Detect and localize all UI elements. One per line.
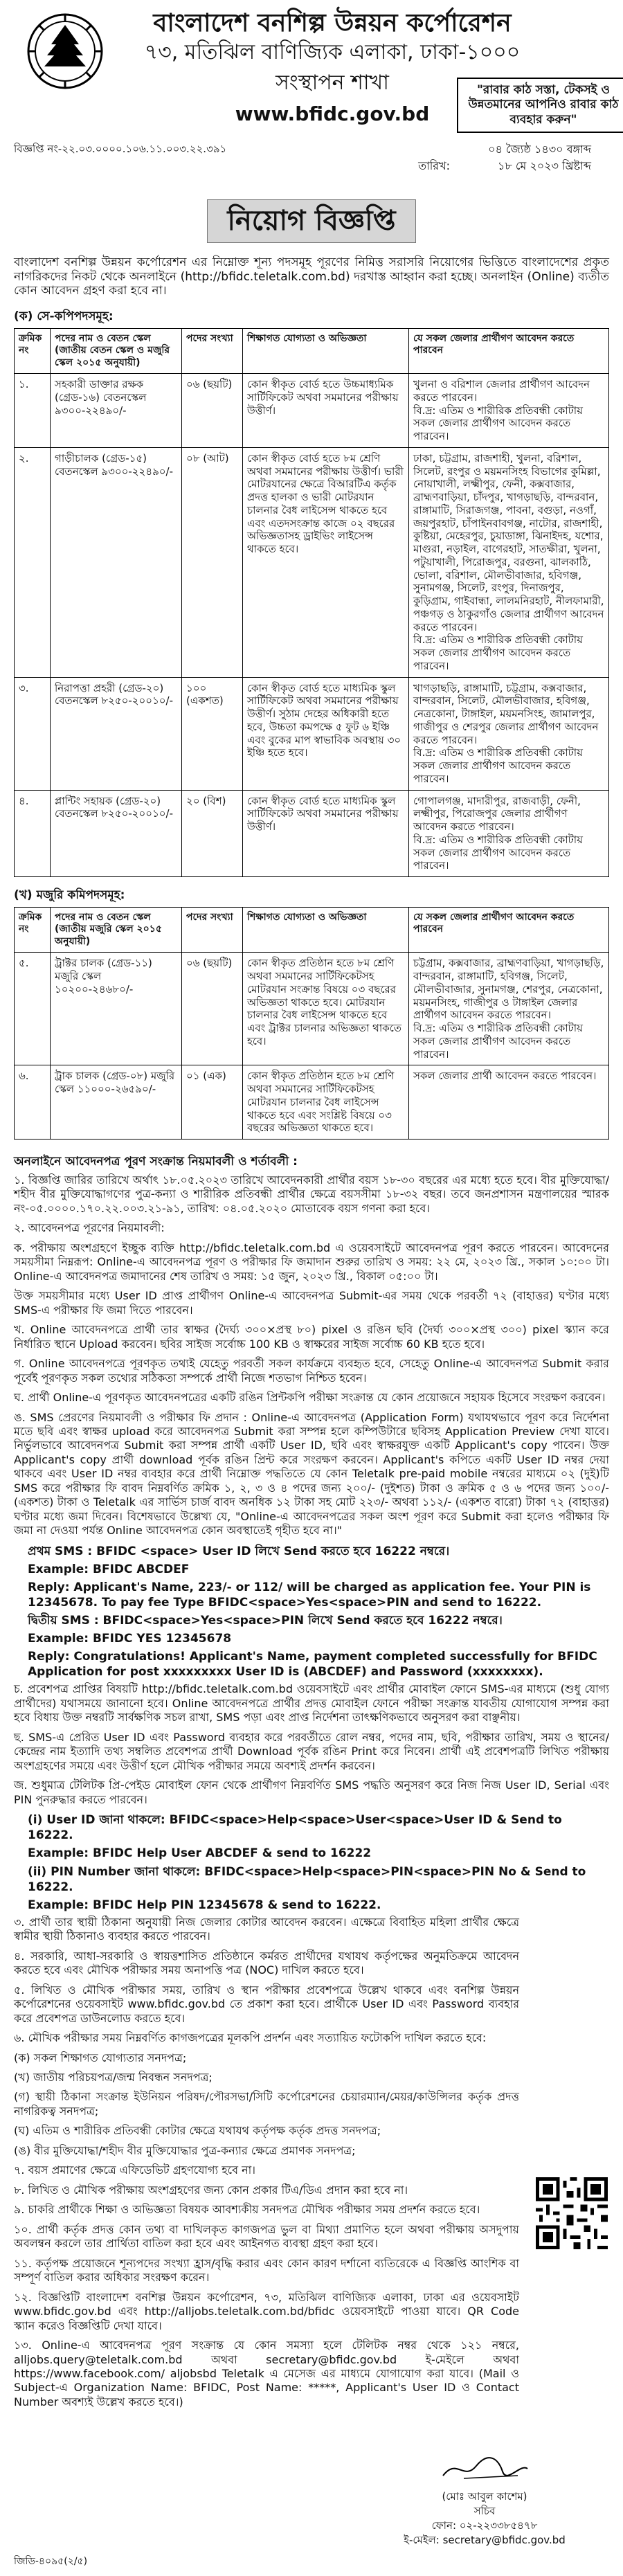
signature-block: [374, 2451, 595, 2548]
sms-instruction: দ্বিতীয় SMS : BFIDC<space>Yes<space>PIN লিখে Send করতে হবে 16222 নম্বরে।: [28, 1614, 503, 1628]
column-header: পদের নাম ও বেতন স্কেল (জাতীয় বেতন স্কেল ও মজুরি স্কেল ২০১৫ অনুযায়ী): [51, 328, 182, 374]
recovery-instruction: (i) User ID জানা থাকলে: BFIDC<space>Help<space>User<space>User ID & Send to 16222.: [28, 1813, 562, 1843]
signatory-email[interactable]: ই-মেইল: secretary@bfidc.gov.bd: [404, 2534, 566, 2546]
website-url[interactable]: www.bfidc.gov.bd: [235, 102, 430, 125]
section-kha-heading: (খ) মজুরি কমিপদসমূহ:: [14, 888, 125, 903]
recovery-instruction: Example: BFIDC Help PIN 12345678 & send to 16222.: [28, 1898, 381, 1912]
rule-item: ১৩. Online-এ আবেদনপত্র পূরণ সংক্রান্ত যে কোন সমস্যা হলে টেলিটক নম্বর থেকে ১২১ নম্বরে, alljobs.query@teletalk.com.bd অথবা secretary@bfidc.gov.bd ই-মেইলে অথবা https://www.facebook.com/ aljobsbd Teletalk এ মেসেজ এর মাধ্যমে যোগাযোগ করা যাবে। (Mail ও Subject-এ Organization Name: BFIDC, Post Name: *****, Applicant's User ID ও Contact Number অবশ্যই উল্লেখ করতে হবে।): [14, 2339, 519, 2408]
table-row: [15, 677, 609, 790]
table-cell-dist: সকল জেলার প্রার্থী আবেদন করতে পারবেন।: [409, 1065, 609, 1140]
signature-icon: [436, 2451, 533, 2485]
qr-code-icon[interactable]: [536, 2177, 608, 2249]
table-cell-qual: কোন স্বীকৃত বোর্ড হতে ৮ম শ্রেণি অথবা সমমানের পরীক্ষায় উত্তীর্ণ। ভারী মোটরযানের ক্ষেত্রে বিআরটিএ কর্তৃক প্রদত্ত হালকা ও ভারী মোটরযান চালনার বৈধ লাইসেন্স থাকতে হবে এবং এতদসংক্রান্ত কাজে ০২ বছরের অভিজ্ঞতাসহ ড্রাইভিং লাইসেন্স থাকতে হবে।: [243, 447, 409, 677]
memo-number: বিজ্ঞপ্তি নং-২২.০৩.০০০০.১০৬.১১.০০৩.২২.৩৯১: [14, 143, 227, 155]
table-cell-no: ৫.: [15, 953, 51, 1065]
column-header: ক্রমিক নং: [15, 328, 51, 374]
column-header: পদের সংখ্যা: [182, 328, 243, 374]
signatory-phone: ফোন: ০২-২২৩৩৮৫৪৭৮: [431, 2519, 538, 2532]
memo-row: [14, 143, 609, 179]
table-cell-no: ১.: [15, 374, 51, 448]
table-cell-no: ৩.: [15, 677, 51, 790]
table-cell-dist: চট্টগ্রাম, কক্সবাজার, ব্রাহ্মণবাড়িয়া, খাগড়াছড়ি, বান্দরবান, রাঙ্গামাটি, হবিগঞ্জ, সিলেট, মৌলভীবাজার, সুনামগঞ্জ, শেরপুর, নেত্রকোনা, ময়মনসিংহ, গাজীপুর ও টাঙ্গাইল জেলার প্রার্থীগণ আবেদন করতে পারবেন। বি.দ্র: এতিম ও শারীরিক প্রতিবন্ধী কোটায় সকল জেলার প্রার্থীগণ আবেদন করতে পারবেন।: [409, 953, 609, 1065]
table-cell-post: সহকারী ডাক্তার রক্ষক (গ্রেড-১৬) বেতনস্কেল ৯৩০০-২২৪৯০/-: [51, 374, 182, 448]
recovery-instruction: Example: BFIDC Help User ABCDEF & send to 16222: [28, 1846, 372, 1861]
intro-paragraph: বাংলাদেশ বনশিল্প উন্নয়ন কর্পোরেশন এর নিম্নোক্ত শূন্য পদসমূহ পূরণের নিমিত্ত সরাসরি নিয়োগের ভিত্তিতে বাংলাদেশের প্রকৃত নাগরিকদের নিকট থেকে অনলাইনে (http://bfidc.teletalk.com.bd) দরখাস্ত আহ্বান করা হচ্ছে। অনলাইন (Online) ব্যতীত কোন আবেদন গ্রহণ করা হবে না।: [14, 255, 609, 298]
table-cell-post: ট্রাক্টর চালক (গ্রেড-১১) মজুরি স্কেল ১০২০০-২৪৬৮০/-: [51, 953, 182, 1065]
table-cell-no: ২.: [15, 447, 51, 677]
rule-item: ১১. কর্তৃপক্ষ প্রয়োজনে শূন্যপদের সংখ্যা হ্রাস/বৃদ্ধি করার এবং কোন কারণ দর্শানো ব্যতিরেকে এ বিজ্ঞপ্তি আংশিক বা সম্পূর্ণ বাতিল করার অধিকার সংরক্ষণ করেন।: [14, 2256, 519, 2285]
rule-item: ঙ. SMS প্রেরণের নিয়মাবলী ও পরীক্ষার ফি প্রদান : Online-এ আবেদনপত্র (Application Form) যথাযথভাবে পূরণ করে নির্দেশনা মতে ছবি এবং স্বাক্ষর upload করে আবেদনপত্র Submit করা সম্পন্ন হলে কম্পিউটারে ছবিসহ Application Preview দেখা যাবে। নির্ভুলভাবে আবেদনপত্র Submit করা সম্পন্ন প্রার্থী একটি User ID, ছবি এবং স্বাক্ষরযুক্ত একটি Applicant's copy পাবেন। উক্ত Applicant's copy প্রার্থী download পূর্বক রঙিন প্রিন্ট করে সংরক্ষণ করবেন। Applicant's কপিতে একটি User ID নম্বর দেয়া থাকবে এবং User ID নম্বর ব্যবহার করে প্রার্থী নিম্নোক্ত পদ্ধতিতে যে কোন Teletalk pre-paid mobile নম্বরের মাধ্যমে ০২ (দুই)টি SMS করে পরীক্ষার ফি বাবদ নিম্নবর্ণিত ক্রমিক ১, ২, ৩ ও ৪ পদের জন্য ২০০/- (দুইশত) টাকা ও ক্রমিক ৫ ও ৬ পদের জন্য ১০০/- (একশত) টাকা ও Teletalk এর সার্ভিস চার্জ বাবদ অনধিক ১২ টাকা সহ মোট ২২৩/- অথবা ১১২/- (একশত বারো) টাকা ৭২ (বাহাত্তর) ঘণ্টার মধ্যে জমা দিবেন। বিশেষভাবে উল্লেখ্য যে, "Online-এ আবেদনপত্রের সকল অংশ পূরণ করে Submit করা হলেও পরীক্ষার ফি জমা না দেওয়া পর্যন্ত Online আবেদনপত্র কোন অবস্থাতেই গৃহীত হবে না।": [14, 1410, 609, 1538]
table-cell-count: ১০০ (একশত): [182, 677, 243, 790]
table-row: [15, 953, 609, 1065]
rule-item: (গ) স্থায়ী ঠিকানা সংক্রান্ত ইউনিয়ন পরিষদ/পৌরসভা/সিটি কর্পোরেশনের চেয়ারম্যান/মেয়র/কাউন্সিলর কর্তৃক প্রদত্ত নাগরিকত্ব সনদপত্র;: [14, 2090, 519, 2118]
table-cell-post: ট্রাক চালক (গ্রেড-০৮) মজুরি স্কেল ১১০০০-২৬৫৯০/-: [51, 1065, 182, 1140]
table-cell-qual: কোন স্বীকৃত বোর্ড হতে মাধ্যমিক স্কুল সার্টিফিকেট অথবা সমমানের পরীক্ষায় উত্তীর্ণ। সুঠাম দেহের অধিকারী হতে হবে, উচ্চতা কমপক্ষে ৫ ফুট ৬ ইঞ্চি এবং বুকের মাপ স্বাভাবিক অবস্থায় ৩০ ইঞ্চি হতে হবে।: [243, 677, 409, 790]
notice-title: নিয়োগ বিজ্ঞপ্তি: [207, 199, 416, 243]
rule-item: ৪. সরকারি, আধা-সরকারি ও স্বায়ত্তশাসিত প্রতিষ্ঠানে কর্মরত প্রার্থীদের যথাযথ কর্তৃপক্ষের অনুমতিক্রমে আবেদন করতে হবে এবং মৌখিক পরীক্ষার সময় অনাপত্তি পত্র (NOC) দাখিল করতে হবে।: [14, 1949, 519, 1977]
column-header: শিক্ষাগত যোগ্যতা ও অভিজ্ঞতা: [243, 907, 409, 953]
footer-code: জিডি-৪০৯৫(২/৫): [14, 2556, 88, 2567]
column-header: যে সকল জেলার প্রার্থীগণ আবেদন করতে পারবেন: [409, 328, 609, 374]
table-cell-no: ৬.: [15, 1065, 51, 1140]
rule-item: ১. বিজ্ঞপ্তি জারির তারিখে অর্থাৎ ১৮.০৫.২০২৩ তারিখে আবেদনকারী প্রার্থীর বয়স ১৮-৩০ বছরের এর মধ্যে হতে হবে। বীর মুক্তিযোদ্ধা/শহীদ বীর মুক্তিযোদ্ধাগণের পুত্র-কন্যা ও শারীরিক প্রতিবন্ধী প্রার্থীর ক্ষেত্রে বয়সসীমা ১৮-৩২ বছর। তবে জনপ্রশাসন মন্ত্রণালয়ের স্মারক নং-০৫.০০০০.১৭০.২২.০০৩.২১-৯১, তারিখ: ০৪.০৫.২০২০ মোতাবেক বয়স গণনা করা হবে।: [14, 1173, 609, 1215]
rule-item: খ. Online আবেদনপত্রে প্রার্থী তার স্বাক্ষর (দৈর্ঘ্য ৩০০×প্রস্থ ৮০) pixel ও রঙিন ছবি (দৈর্ঘ্য ৩০০×প্রস্থ ৩০০) pixel স্ক্যান করে নির্ধারিত স্থানে Upload করবেন। ছবির সাইজ সর্বোচ্চ 100 KB ও স্বাক্ষরের সাইজ সর্বোচ্চ 60 KB হতে হবে।: [14, 1323, 609, 1351]
date-english: ১৮ মে ২০২৩ খ্রিষ্টাব্দ: [498, 159, 591, 172]
table-row: [15, 447, 609, 677]
signatory-name: (মোঃ আবুল কাশেম): [442, 2490, 527, 2503]
posts-table-b: [14, 907, 609, 1140]
sms-instruction: Example: BFIDC ABCDEF: [28, 1562, 190, 1576]
rule-item: (ঙ) বীর মুক্তিযোদ্ধা/শহীদ বীর মুক্তিযোদ্ধার পুত্র-কন্যার ক্ষেত্রে প্রমাণক সনদপত্র;: [14, 2143, 356, 2157]
table-cell-count: ০৬ (ছয়টি): [182, 374, 243, 448]
rule-item: উক্ত সময়সীমার মধ্যে User ID প্রাপ্ত প্রার্থীগণ Online-এ আবেদনপত্র Submit-এর সময় থেকে পরবর্তী ৭২ (বাহাত্তর) ঘণ্টার মধ্যে SMS-এ পরীক্ষার ফি জমা দিতে পারবেন।: [14, 1289, 609, 1317]
table-cell-dist: ঢাকা, চট্টগ্রাম, রাজশাহী, খুলনা, বরিশাল, সিলেট, রংপুর ও ময়মনসিংহ বিভাগের কুমিল্লা, নোয়াখালী, লক্ষ্মীপুর, ফেনী, কক্সবাজার, ব্রাহ্মণবাড়িয়া, চাঁদপুর, খাগড়াছড়ি, বান্দরবান, রাঙ্গামাটি, সিরাজগঞ্জ, পাবনা, বগুড়া, নওগাঁ, জয়পুরহাট, চাঁপাইনবাবগঞ্জ, নাটোর, রাজশাহী, কুষ্টিয়া, মেহেরপুর, চুয়াডাঙ্গা, ঝিনাইদহ, যশোর, মাগুরা, নড়াইল, বাগেরহাট, সাতক্ষীরা, খুলনা, পটুয়াখালী, পিরোজপুর, বরগুনা, ঝালকাঠি, ভোলা, বরিশাল, মৌলভীবাজার, হবিগঞ্জ, সুনামগঞ্জ, সিলেট, রংপুর, দিনাজপুর, কুড়িগ্রাম, গাইবান্ধা, লালমনিরহাট, নীলফামারী, পঞ্চগড় ও ঠাকুরগাঁও জেলার প্রার্থীগণ আবেদন করতে পারবেন। বি.দ্র: এতিম ও শারীরিক প্রতিবন্ধী কোটায় সকল জেলার প্রার্থীগণ আবেদন করতে পারবেন।: [409, 447, 609, 677]
org-address: ৭৩, মতিঝিল বাণিজ্যিক এলাকা, ঢাকা-১০০০: [144, 40, 521, 64]
rule-item: ১০. প্রার্থী কর্তৃক প্রদত্ত কোন তথ্য বা দাখিলকৃত কাগজপত্র ভুল বা মিথ্যা প্রমাণিত হলে অথবা পরীক্ষায় অসদুপায় অবলম্বন করলে তার প্রার্থিতা বাতিল করা হবে এবং আইনগত ব্যবস্থা গ্রহণ করা হবে।: [14, 2222, 519, 2251]
table-cell-qual: কোন স্বীকৃত প্রতিষ্ঠান হতে ৮ম শ্রেণি অথবা সমমানের সার্টিফিকেটসহ মোটরযান চালনার বৈধ লাইসেন্স থাকতে হবে এবং সংশ্লিষ্ট বিষয়ে ০৩ বছরের অভিজ্ঞতা থাকতে হবে।: [243, 1065, 409, 1140]
rule-item: ২. আবেদনপত্র পূরণের নিয়মাবলী:: [14, 1221, 165, 1235]
org-name: বাংলাদেশ বনশিল্প উন্নয়ন কর্পোরেশন: [153, 9, 512, 37]
rule-item: জ. শুধুমাত্র টেলিটক প্রি-পেইড মোবাইল ফোন থেকে প্রার্থীগণ নিম্নবর্ণিত SMS পদ্ধতি অনুসরণ করে নিজ নিজ User ID, Serial এবং PIN পুনরুদ্ধার করতে পারবেন।: [14, 1778, 609, 1806]
header: [14, 8, 619, 140]
table-cell-count: ০৬ (ছয়টি): [182, 953, 243, 1065]
column-header: শিক্ষাগত যোগ্যতা ও অভিজ্ঞতা: [243, 328, 409, 374]
column-header: যে সকল জেলার প্রার্থীগণ আবেদন করতে পারবেন: [409, 907, 609, 953]
rule-item: ৯. চাকরি প্রার্থীকে শিক্ষা ও অভিজ্ঞতা বিষয়ক আবশ্যকীয় সনদপত্র মৌখিক পরীক্ষার সময় প্রদর্শন করতে হবে।: [14, 2203, 480, 2217]
rule-item: গ. Online আবেদনপত্রে পূরণকৃত তথ্যই যেহেতু পরবর্তী সকল কার্যক্রমে ব্যবহৃত হবে, সেহেতু Online-এ আবেদনপত্র Submit করার পূর্বেই পূরণকৃত সকল তথ্যের সঠিকতা সম্পর্কে প্রার্থী নিজে শতভাগ নিশ্চিত হবেন।: [14, 1357, 609, 1385]
recovery-instruction: (ii) PIN Number জানা থাকলে: BFIDC<space>Help<space>PIN<space>PIN No & Send to 16222.: [28, 1864, 586, 1894]
table-b-header-row: [15, 907, 609, 953]
rule-item: ৬. মৌখিক পরীক্ষার সময় নিম্নবর্ণিত কাগজপত্রের মূলকপি প্রদর্শন এবং সত্যায়িত ফটোকপি দাখিল করতে হবে:: [14, 2031, 487, 2045]
rule-item: ৭. বয়স প্রমাণের ক্ষেত্রে এফিডেভিট গ্রহণযোগ্য হবে না।: [14, 2163, 255, 2177]
table-cell-qual: কোন স্বীকৃত বোর্ড হতে উচ্চমাধ্যমিক সার্টিফিকেট অথবা সমমানের পরীক্ষায় উত্তীর্ণ।: [243, 374, 409, 448]
section-ka-heading: (ক) সে-কপিপদসমূহ:: [14, 309, 114, 323]
table-cell-post: প্লান্টিং সহায়ক (গ্রেড-২০) বেতনস্কেল ৮২৫০-২০০১০/-: [51, 790, 182, 877]
sms-instruction: Example: BFIDC YES 12345678: [28, 1632, 232, 1646]
sms-instruction: Reply: Applicant's Name, 223/- or 112/ will be charged as application fee. Your PIN is 12345678. To pay fee Type BFIDC<space>Yes<space>PIN and send to 16222.: [28, 1580, 591, 1610]
date-label: তারিখ:: [418, 159, 450, 172]
bfidc-logo-icon: [26, 12, 104, 90]
table-cell-post: নিরাপত্তা প্রহরী (গ্রেড-২০) বেতনস্কেল ৮২৫০-২০০১০/-: [51, 677, 182, 790]
rule-item: ১২. বিজ্ঞপ্তিটি বাংলাদেশ বনশিল্প উন্নয়ন কর্পোরেশন, ৭৩, মতিঝিল বাণিজ্যিক এলাকা, ঢাকা এর ওয়েবসাইট www.bfidc.gov.bd এবং http://alljobs.teletalk.com.bd/bfidc ওয়েবসাইটে পাওয়া যাবে। QR Code স্ক্যান করেও বিজ্ঞপ্তিটি দেখা যাবে।: [14, 2290, 519, 2332]
signatory-title: সচিব: [473, 2505, 496, 2517]
table-cell-dist: গোপালগঞ্জ, মাদারীপুর, রাজবাড়ী, ফেনী, লক্ষ্মীপুর, পিরোজপুর জেলার প্রার্থীগণ আবেদন করতে পারবেন। বি.দ্র: এতিম ও শারীরিক প্রতিবন্ধী কোটায় সকল জেলার প্রার্থীগণ আবেদন করতে পারবেন।: [409, 790, 609, 877]
date-bangla: ০৪ জ্যৈষ্ঠ ১৪৩০ বঙ্গাব্দ: [488, 143, 591, 156]
table-row: [15, 1065, 609, 1140]
rule-item: ৮. লিখিত ও মৌখিক পরীক্ষায় অংশগ্রহণের জন্য কোন প্রকার টিএ/ডিএ প্রদান করা হবে না।: [14, 2183, 408, 2197]
table-row: [15, 374, 609, 448]
rule-item: ঘ. প্রার্থী Online-এ পূরণকৃত আবেদনপত্রের একটি রঙিন প্রিন্টকপি পরীক্ষা সংক্রান্ত যে কোন প্রয়োজনে সহায়ক হিসেবে সংরক্ষণ করবেন।: [14, 1391, 606, 1405]
rules-heading: অনলাইনে আবেদনপত্র পূরণ সংক্রান্ত নিয়মাবলী ও শর্তাবলী :: [14, 1155, 298, 1169]
posts-table-a: [14, 328, 609, 878]
rule-item: ক. পরীক্ষায় অংশগ্রহণে ইচ্ছুক ব্যক্তি http://bfidc.teletalk.com.bd এ ওয়েবসাইটে আবেদনপত্র পূরণ করতে পারবেন। আবেদনের সময়সীমা নিম্নরূপ: Online-এ আবেদনপত্র পূরণ ও পরীক্ষার ফি জমাদান শুরুর তারিখ ও সময়: ২২ মে, ২০২৩ খ্রি., সকাল ১০:০০ টা। Online-এ আবেদনপত্র জমাদানের শেষ তারিখ ও সময়: ১৫ জুন, ২০২৩ খ্রি., বিকাল ০৫:০০ টা।: [14, 1241, 609, 1283]
table-cell-count: ০১ (এক): [182, 1065, 243, 1140]
table-cell-qual: কোন স্বীকৃত বোর্ড হতে মাধ্যমিক স্কুল সার্টিফিকেট অথবা সমমানের পরীক্ষায় উত্তীর্ণ।: [243, 790, 409, 877]
sms-instruction: প্রথম SMS : BFIDC <space> User ID লিখে Send করতে হবে 16222 নম্বরে।: [28, 1544, 450, 1558]
rule-item: ৫. লিখিত ও মৌখিক পরীক্ষার সময়, তারিখ ও স্থান পরীক্ষার প্রবেশপত্রে উল্লেখ থাকবে এবং বনশিল্প উন্নয়ন কর্পোরেশনের ওয়েবসাইট www.bfidc.gov.bd তে প্রকাশ করা হবে। প্রার্থীকে User ID এবং Password ব্যবহার করে প্রবেশপত্র ডাউনলোড করতে হবে।: [14, 1983, 519, 2025]
column-header: পদের সংখ্যা: [182, 907, 243, 953]
table-cell-post: গাড়ীচালক (গ্রেড-১৫) বেতনস্কেল ৯৩০০-২২৪৯০/-: [51, 447, 182, 677]
rule-item: ছ. SMS-এ প্রেরিত User ID এবং Password ব্যবহার করে পরবর্তীতে রোল নম্বর, পদের নাম, ছবি, পরীক্ষার তারিখ, সময় ও স্থানের/কেন্দ্রের নাম ইত্যাদি তথ্য সম্বলিত প্রবেশপত্র প্রার্থী Download পূর্বক রঙিন Print করে নিবেন। প্রার্থী এই প্রবেশপত্রটি লিখিত পরীক্ষায় অংশগ্রহণের সময়ে এবং উত্তীর্ণ হলে মৌখিক পরীক্ষার সময়ে অবশ্যই প্রদর্শন করবেন।: [14, 1730, 609, 1772]
slogan-box: "রাবার কাঠ সস্তা, টেকসই ও উন্নতমানের আপনিও রাবার কাঠ ব্যবহার করুন": [457, 78, 623, 133]
column-header: ক্রমিক নং: [15, 907, 51, 953]
table-cell-count: ০৮ (আট): [182, 447, 243, 677]
table-cell-no: ৪.: [15, 790, 51, 877]
rule-item: (খ) জাতীয় পরিচয়পত্র/জন্ম নিবন্ধন সনদপত্র;: [14, 2071, 213, 2084]
sms-instruction: Reply: Congratulations! Applicant's Name, payment completed successfully for BFIDC Application for post xxxxxxxxx User ID is (ABCDEF) and Password (xxxxxxxx).: [28, 1650, 597, 1679]
rule-item: ৩. প্রার্থী তার স্থায়ী ঠিকানা অনুযায়ী নিজ জেলার কোটার আবেদন করবেন। এক্ষেত্রে বিবাহিত মহিলা প্রার্থীর ক্ষেত্রে স্বামীর স্থায়ী ঠিকানাও ব্যবহার করতে পারবেন।: [14, 1915, 519, 1943]
table-cell-dist: খাগড়াছড়ি, রাঙ্গামাটি, চট্টগ্রাম, কক্সবাজার, বান্দরবান, সিলেট, মৌলভীবাজার, হবিগঞ্জ, নেত্রকোনা, টাঙ্গাইল, ময়মনসিংহ, জামালপুর, গাজীপুর ও শেরপুর জেলার প্রার্থীগণ আবেদন করতে পারবেন। বি.দ্র: এতিম ও শারীরিক প্রতিবন্ধী কোটায় সকল জেলার প্রার্থীগণ আবেদন করতে পারবেন।: [409, 677, 609, 790]
department-name: সংস্থাপন শাখা: [276, 71, 389, 95]
table-row: [15, 790, 609, 877]
rule-item: (ঘ) এতিম ও শারীরিক প্রতিবন্ধী কোটার ক্ষেত্রে যথাযথ কর্তৃপক্ষ কর্তৃক প্রদত্ত সনদপত্র;: [14, 2124, 381, 2138]
table-a-header-row: [15, 328, 609, 374]
rule-item: চ. প্রবেশপত্র প্রাপ্তির বিষয়টি http://bfidc.teletalk.com.bd ওয়েবসাইটে এবং প্রার্থীর মোবাইল ফোনে SMS-এর মাধ্যমে (শুধু যোগ্য প্রার্থীদের) যথাসময়ে জানানো হবে। Online আবেদনপত্রে প্রার্থীর প্রদত্ত মোবাইল ফোনে পরীক্ষা সংক্রান্ত যাবতীয় যোগাযোগ সম্পন্ন করা হবে বিধায় উক্ত নম্বরটি সার্বক্ষণিক সচল রাখা, SMS পড়া এবং প্রাপ্ত নির্দেশনা তাৎক্ষণিকভাবে অনুসরণ করা বাঞ্ছনীয়।: [14, 1682, 609, 1724]
rules-list: [14, 1173, 609, 2409]
column-header: পদের নাম ও বেতন স্কেল (জাতীয় মজুরি স্কেল ২০১৫ অনুযায়ী): [51, 907, 182, 953]
table-cell-qual: কোন স্বীকৃত প্রতিষ্ঠান হতে ৮ম শ্রেণি অথবা সমমানের সার্টিফিকেটসহ মোটরযান সংক্রান্ত বিষয়ে ০৩ বছরের অভিজ্ঞতা থাকতে হবে। মোটরযান চালনার বৈধ লাইসেন্স থাকতে হবে এবং ট্রাক্টর চালনার অভিজ্ঞতা থাকতে হবে।: [243, 953, 409, 1065]
table-cell-dist: খুলনা ও বরিশাল জেলার প্রার্থীগণ আবেদন করতে পারবেন। বি.দ্র: এতিম ও শারীরিক প্রতিবন্ধী কোটায় সকল জেলার প্রার্থীগণ আবেদন করতে পারবেন।: [409, 374, 609, 448]
rule-item: (ক) সকল শিক্ষাগত যোগ্যতার সনদপত্র;: [14, 2051, 187, 2064]
table-cell-count: ২০ (বিশ): [182, 790, 243, 877]
